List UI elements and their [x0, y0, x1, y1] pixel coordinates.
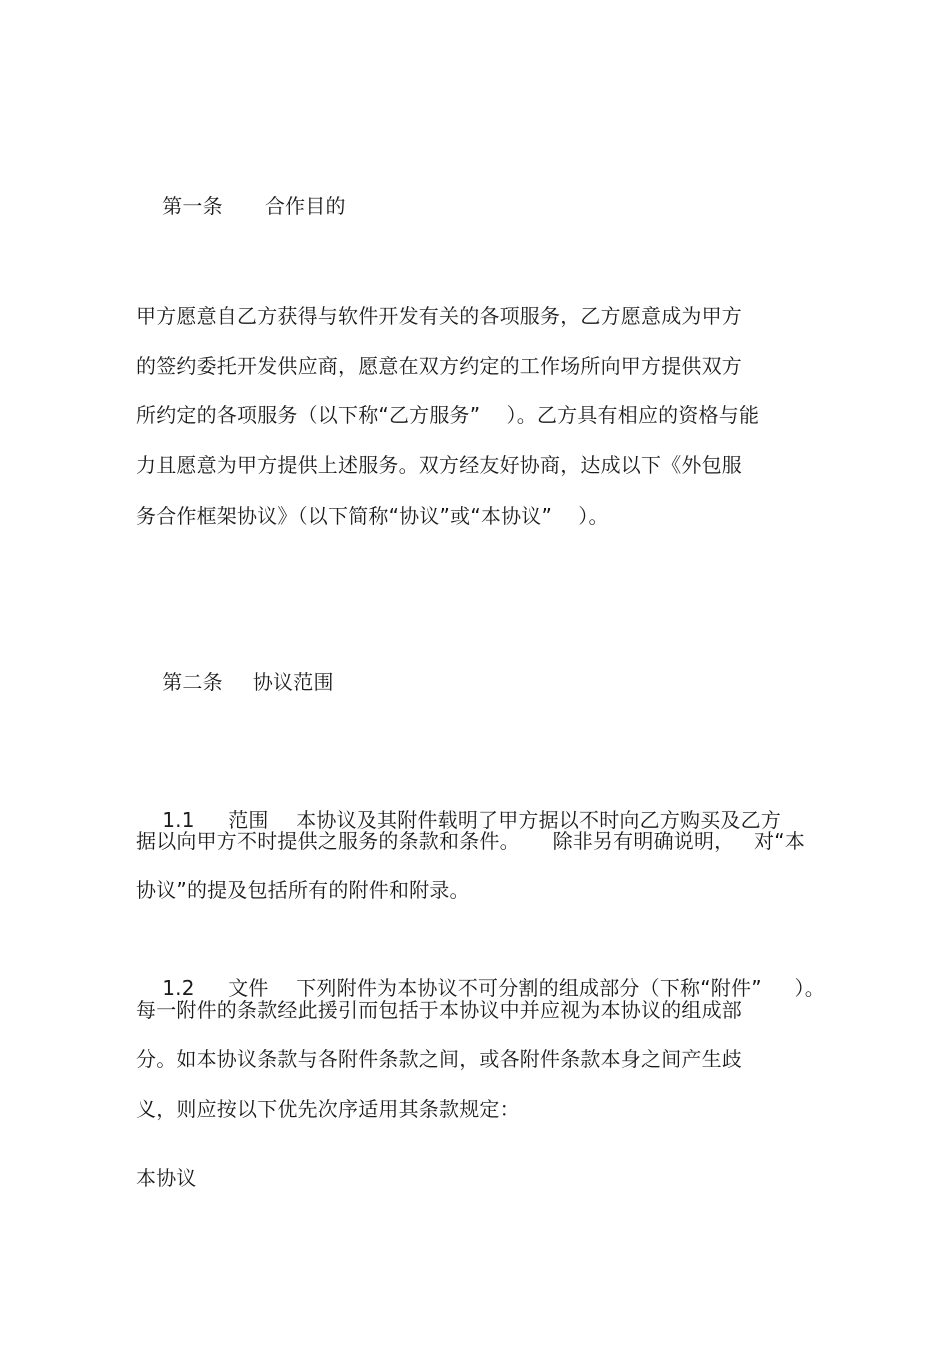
clause-1-2-line-3: 分。如本协议条款与各附件条款之间，或各附件条款本身之间产生歧 — [136, 1047, 742, 1071]
article-2-heading — [136, 640, 334, 694]
clause-1-2-text: 下列附件为本协议不可分割的组成部分（下称“附件” ）。 — [296, 976, 825, 1000]
article-1-line-1: 甲方愿意自乙方获得与软件开发有关的各项服务，乙方愿意成为甲方 — [136, 304, 742, 328]
priority-item-1: 本协议 — [136, 1166, 197, 1190]
clause-1-2-number: 1.2 — [162, 976, 195, 1000]
clause-1-2-first-line — [136, 946, 825, 1000]
clause-1-1-line-3: 协议”的提及包括所有的附件和附录。 — [136, 878, 470, 902]
article-1-line-4: 力且愿意为甲方提供上述服务。双方经友好协商，达成以下《外包服 — [136, 453, 742, 477]
clause-1-1-first-line — [136, 778, 782, 832]
article-1-line-5: 务合作框架协议》（以下简称“协议”或“本协议” ）。 — [136, 504, 609, 528]
article-1-title: 合作目的 — [264, 194, 346, 218]
article-1-line-2: 的签约委托开发供应商，愿意在双方约定的工作场所向甲方提供双方 — [136, 354, 742, 378]
article-1-heading — [136, 164, 346, 218]
article-2-number: 第二条 — [162, 670, 223, 694]
clause-1-1-number: 1.1 — [162, 808, 195, 832]
clause-1-1-text: 本协议及其附件载明了甲方据以不时向乙方购买及乙方 — [296, 808, 782, 832]
clause-1-1-line-2: 据以向甲方不时提供之服务的条款和条件。 除非另有明确说明， 对“本 — [136, 829, 806, 853]
article-2-title: 协议范围 — [252, 670, 334, 694]
clause-1-1-term: 范围 — [228, 808, 269, 832]
article-1-number: 第一条 — [162, 194, 223, 218]
clause-1-2-term: 文件 — [228, 976, 269, 1000]
clause-1-2-line-2: 每一附件的条款经此援引而包括于本协议中并应视为本协议的组成部 — [136, 998, 742, 1022]
clause-1-2-line-4: 义，则应按以下优先次序适用其条款规定： — [136, 1097, 520, 1121]
article-1-line-3: 所约定的各项服务（以下称“乙方服务” ）。乙方具有相应的资格与能 — [136, 403, 760, 427]
